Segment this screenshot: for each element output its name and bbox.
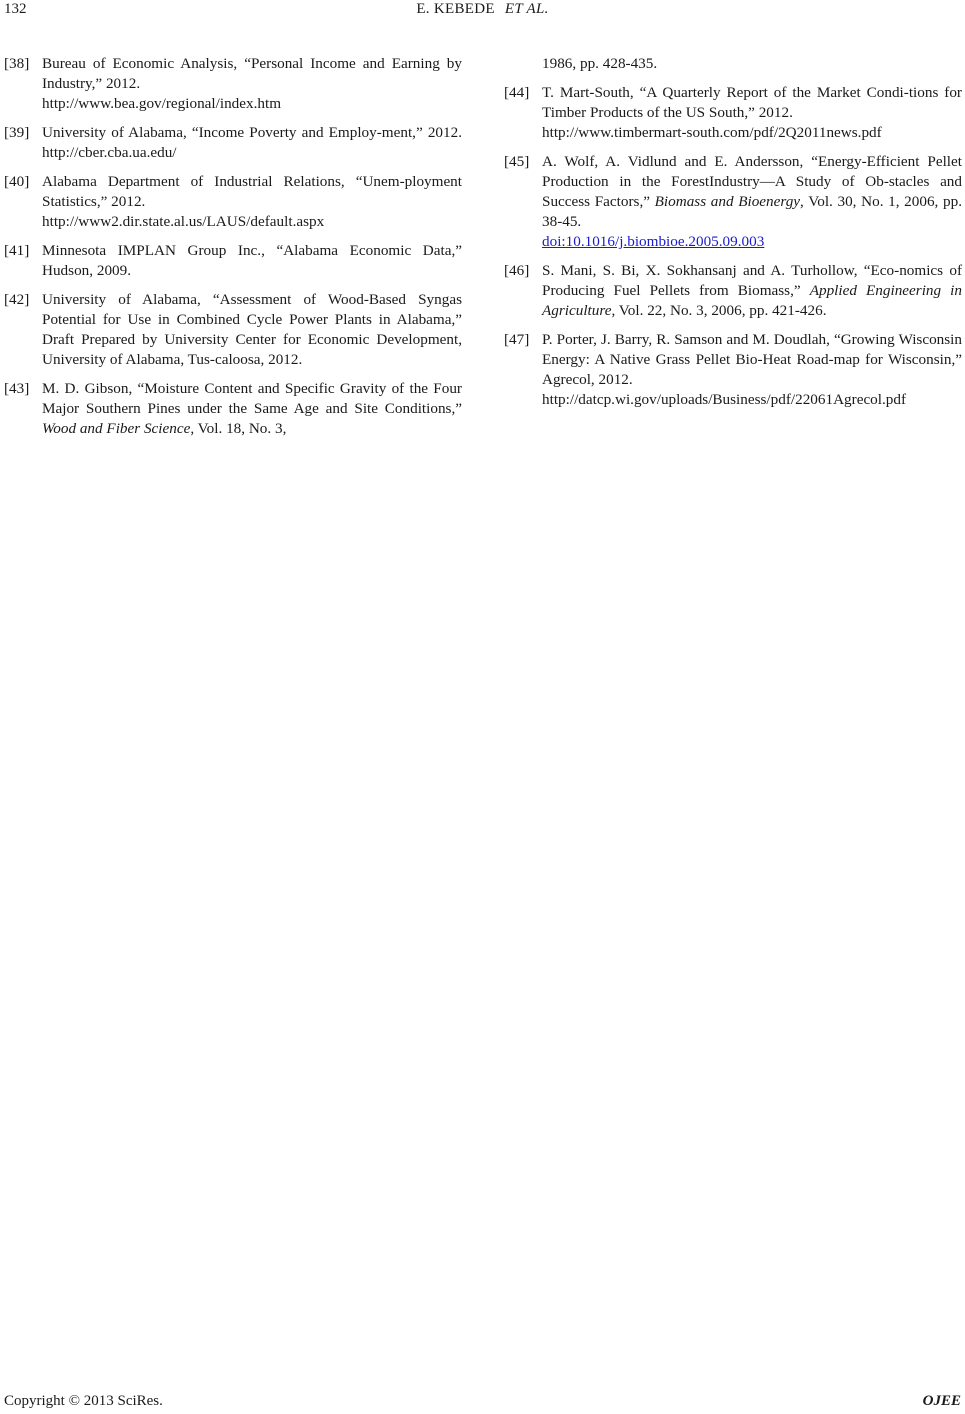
reference-number: [44]	[504, 84, 530, 101]
reference-url[interactable]: http://www.timbermart-south.com/pdf/2Q2011news.pdf	[542, 124, 882, 141]
reference-url[interactable]: http://www.bea.gov/regional/index.htm	[42, 95, 282, 112]
reference-43	[4, 379, 462, 439]
reference-number: [43]	[4, 380, 30, 397]
reference-46	[504, 261, 962, 321]
reference-text: T. Mart-South, “A Quarterly Report of the Market Condi-tions for Timber Products of the US South,” 2012.	[542, 84, 962, 121]
reference-text: Bureau of Economic Analysis, “Personal Income and Earning by Industry,” 2012.	[42, 55, 462, 92]
reference-number: [47]	[504, 331, 530, 348]
reference-journal: Wood and Fiber Science	[42, 420, 191, 437]
doi-link[interactable]: doi:10.1016/j.biombioe.2005.09.003	[542, 233, 765, 250]
reference-text: Minnesota IMPLAN Group Inc., “Alabama Economic Data,” Hudson, 2009.	[42, 242, 462, 279]
reference-text	[42, 379, 462, 439]
journal-abbreviation: OJEE	[922, 1393, 961, 1409]
reference-text	[542, 261, 962, 321]
reference-text	[542, 152, 962, 232]
reference-number: [41]	[4, 242, 30, 259]
reference-text: P. Porter, J. Barry, R. Samson and M. Doudlah, “Growing Wisconsin Energy: A Native Grass Pellet Bio-Heat Road-map for Wisconsin,” Agrecol, 2012.	[542, 331, 962, 388]
reference-journal: Applied Engineering in Agriculture	[542, 282, 962, 319]
reference-45	[504, 152, 962, 252]
reference-text-pre: M. D. Gibson, “Moisture Content and Specific Gravity of the Four Major Southern Pines under the Same Age and Site Conditions,”	[42, 380, 462, 417]
reference-text-post: , Vol. 30, No. 1, 2006, pp. 38-45.	[542, 193, 962, 230]
reference-text-post: , Vol. 18, No. 3,	[190, 420, 287, 437]
reference-43-continuation: 1986, pp. 428-435.	[542, 55, 658, 72]
reference-number: [39]	[4, 124, 30, 141]
page-number: 132	[4, 1, 27, 17]
reference-text-post: , Vol. 22, No. 3, 2006, pp. 421-426.	[611, 302, 827, 319]
reference-39	[4, 123, 462, 163]
running-head-author: E. KEBEDE	[416, 1, 495, 17]
reference-text: University of Alabama, “Assessment of Wood-Based Syngas Potential for Use in Combined Cycle Power Plants in Alabama,” Draft Prepared by University Center for Economic Development, University of Alabama, Tus-caloosa, 2012.	[42, 291, 462, 368]
reference-journal: Biomass and Bioenergy	[654, 193, 801, 210]
reference-doi	[542, 232, 962, 252]
reference-number: [40]	[4, 173, 30, 190]
reference-42	[4, 290, 462, 370]
reference-number: [45]	[504, 153, 530, 170]
reference-text: Alabama Department of Industrial Relations, “Unem-ployment Statistics,” 2012.	[42, 173, 462, 210]
reference-number: [38]	[4, 55, 30, 72]
reference-number: [46]	[504, 262, 530, 279]
running-head	[0, 0, 965, 18]
reference-41	[4, 241, 462, 281]
reference-text-pre: A. Wolf, A. Vidlund and E. Andersson, “Energy-Efficient Pellet Production in the ForestIndustry—A Study of Ob-stacles and Success Factors,”	[542, 153, 962, 210]
right-column	[504, 54, 962, 419]
reference-38	[4, 54, 462, 114]
copyright-notice: Copyright © 2013 SciRes.	[4, 1393, 163, 1409]
left-column	[4, 54, 462, 448]
reference-44	[504, 83, 962, 143]
reference-number: [42]	[4, 291, 30, 308]
reference-url[interactable]: http://www2.dir.state.al.us/LAUS/default.aspx	[42, 213, 325, 230]
reference-text-pre: S. Mani, S. Bi, X. Sokhansanj and A. Turhollow, “Eco-nomics of Producing Fuel Pellets from Biomass,”	[542, 262, 962, 299]
reference-text: University of Alabama, “Income Poverty and Employ-ment,” 2012. http://cber.cba.ua.edu/	[42, 124, 462, 161]
running-head-et-al: ET AL.	[504, 1, 549, 17]
reference-47	[504, 330, 962, 410]
reference-url[interactable]: http://datcp.wi.gov/uploads/Business/pdf/22061Agrecol.pdf	[542, 391, 907, 408]
reference-40	[4, 172, 462, 232]
